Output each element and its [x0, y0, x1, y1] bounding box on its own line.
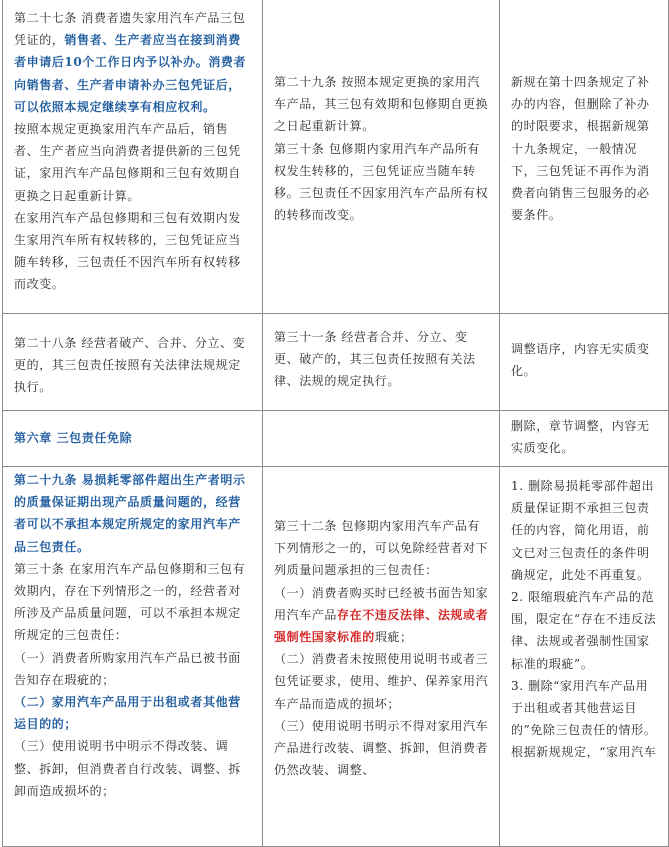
comment-cell — [500, 0, 669, 314]
old-rule-27-blue-2: 消费者向销售者、生产者申请补办三包凭证后，可以依照本规定继续享有相应权利。 — [14, 55, 247, 114]
chapter-heading: 第六章 三包责任免除 — [14, 431, 133, 445]
comment-point-3: 3. 删除“家用汽车产品用于出租或者其他营运目的”免除三包责任的情形。根据新规规定，“家用汽车 — [511, 678, 657, 760]
comment-cell — [500, 314, 669, 411]
old-rule-30-item-3: （三）使用说明书中明示不得改装、调整、拆卸，但消费者自行改装、调整、拆卸而造成损坏的； — [14, 739, 241, 798]
comment-point-1: 1. 删除易损耗零部件超出质量保证期不承担三包责任的内容，简化用语，前文已对三包责任的条件明确规定，此处不再重复。 — [511, 479, 655, 582]
chapter-heading-cell — [3, 411, 263, 467]
new-rule-30: 第三十条 包修期内家用汽车产品所有权发生转移的，三包凭证应当随车转移。三包责任不因家用汽车产品所有权的转移而改变。 — [274, 141, 489, 223]
old-rule-30: 第三十条 在家用汽车产品包修期和三包有效期内，存在下列情形之一的，经营者对所涉及产品质量问题，可以不承担本规定所规定的三包责任： — [14, 561, 246, 643]
new-rule-cell — [263, 314, 500, 411]
table-row — [3, 0, 669, 314]
old-rule-cell — [3, 314, 263, 411]
new-rule-32-item-1 — [274, 582, 489, 649]
old-rule-30-item-1: （一）消费者所购家用汽车产品已被书面告知存在瑕疵的； — [14, 650, 241, 687]
comment-text: 删除，章节调整，内容无实质变化。 — [511, 419, 650, 456]
old-rule-27-text-1: 按照本规定更换家用汽车产品后，销售者、生产者应当向消费者提供新的三包凭证，家用汽车产品包修期和三包有效期自更换之日起重新计算。 — [14, 122, 241, 203]
comment-cell — [500, 411, 669, 467]
new-rule-cell — [263, 0, 500, 314]
new-rule-31: 第三十一条 经营者合并、分立、变更、破产的，其三包责任按照有关法律、法规的规定执行。 — [274, 330, 476, 389]
table-row — [3, 314, 669, 411]
new-rule-cell-empty — [263, 411, 500, 467]
comment-point-2: 2. 限缩瑕疵汽车产品的范围，限定在“存在不违反法律、法规或者强制性国家标准的瑕疵”。 — [511, 590, 657, 671]
new-rule-32-item-3: （三）使用说明书明示不得对家用汽车产品进行改装、调整、拆卸，但消费者仍然改装、调整、 — [274, 718, 489, 778]
new-rule-32-item-1-end: 瑕疵； — [374, 630, 413, 645]
regulation-comparison-table — [2, 0, 669, 847]
new-rule-32-item-1-red: 存在不违反法律、法规或者强制性国家标准的 — [274, 607, 489, 645]
old-rule-cell — [3, 0, 263, 314]
old-rule-27-intro: 第二十七条 消费者遗失家用汽车产品三包凭证的， — [14, 11, 246, 48]
old-rule-30-item-2: （二）家用汽车产品用于出租或者其他营运目的的； — [14, 695, 241, 732]
old-rule-cell — [3, 467, 263, 847]
new-rule-32-item-2: （二）消费者未按照使用说明书或者三包凭证要求，使用、维护、保养家用汽车产品而造成的损坏； — [274, 652, 489, 711]
new-rule-32: 第三十二条 包修期内家用汽车产品有下列情形之一的，可以免除经营者对下列质量问题承担的三包责任： — [274, 519, 489, 578]
comment-text: 新规在第十四条规定了补办的内容，但删除了补办的时限要求，根据新规第十九条规定，一般情况下，三包凭证不再作为消费者向销售三包服务的必要条件。 — [511, 75, 650, 223]
new-rule-32-item-1-text: （一）消费者购买时已经被书面告知家用汽车产品 — [274, 585, 489, 622]
table-row — [3, 411, 669, 467]
table-row — [3, 467, 669, 847]
comment-cell — [500, 467, 669, 847]
new-rule-cell — [263, 467, 500, 847]
old-rule-28: 第二十八条 经营者破产、合并、分立、变更的，其三包责任按照有关法律法规规定执行。 — [14, 336, 246, 395]
new-rule-29: 第二十九条 按照本规定更换的家用汽车产品，其三包有效期和包修期自更换之日起重新计算。 — [274, 75, 489, 134]
old-rule-27-text-2: 在家用汽车产品包修期和三包有效期内发生家用汽车所有权转移的，三包凭证应当随车转移，三包责任不因汽车所有权转移而改变。 — [14, 210, 241, 292]
old-rule-29: 第二十九条 易损耗零部件超出生产者明示的质量保证期出现产品质量问题的，经营者可以不承担本规定所规定的家用汽车产品三包责任。 — [14, 473, 246, 554]
comment-text: 调整语序，内容无实质变化。 — [511, 342, 650, 379]
old-rule-27-blue-1: 销售者、生产者应当在接到消费者申请后10个工作日内予以补办。 — [14, 33, 241, 70]
